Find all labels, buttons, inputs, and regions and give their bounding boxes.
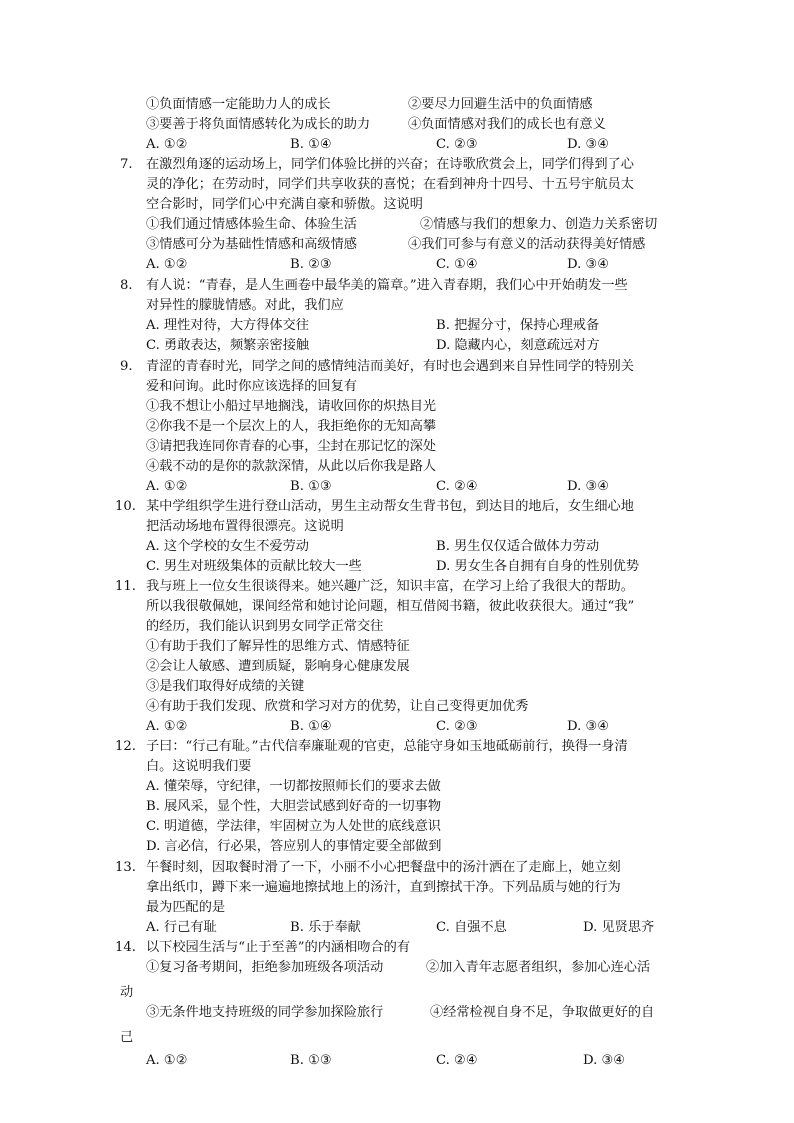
option-d: D. ③④ — [567, 479, 610, 494]
question-text: 子曰：“行己有耻。”古代信奉廉耻观的官吏，总能守身如玉地砥砺前行，换得一身清 — [146, 739, 628, 754]
prev-option-a: A. ①② — [146, 137, 188, 152]
prev-statement-1: ①负面情感一定能助力人的成长 — [146, 97, 331, 112]
statement: ③情感可分为基础性情感和高级情感 — [146, 237, 357, 252]
statement: ④我们可参与有意义的活动获得美好情感 — [408, 237, 646, 252]
option-d: D. 男女生各自拥有自身的性别优势 — [436, 559, 640, 574]
question-text: 最为匹配的是 — [146, 900, 226, 915]
option-a: A. ①② — [146, 719, 188, 734]
option-c: C. ②④ — [436, 479, 478, 494]
option-c: C. 男生对班级集体的贡献比较大一些 — [146, 559, 362, 574]
option-d: D. 隐藏内心，刻意疏远对方 — [436, 338, 600, 353]
question-number: 8. — [120, 278, 133, 293]
option-b: B. 把握分寸，保持心理戒备 — [436, 318, 600, 333]
question-text: 青涩的青春时光，同学之间的感情纯洁而美好，有时也会遇到来自异性同学的特别关 — [146, 359, 634, 374]
question-text: 空合影时，同学们心中充满自豪和骄傲。这说明 — [146, 197, 423, 212]
option-b: B. ①③ — [290, 1053, 332, 1068]
statement: ②你我不是一个层次上的人，我拒绝你的无知高攀 — [146, 419, 437, 434]
option-c: C. 自强不息 — [436, 920, 507, 935]
option-c: C. ②③ — [436, 719, 478, 734]
statement: ②情感与我们的想象力、创造力关系密切 — [420, 217, 658, 232]
option-d: D. ③④ — [583, 1053, 626, 1068]
option-c: C. 勇敢表达，频繁亲密接触 — [146, 338, 310, 353]
statement: ④载不动的是你的款款深情，从此以后你我是路人 — [146, 459, 437, 474]
option-b: B. ①④ — [290, 719, 332, 734]
prev-option-b: B. ①④ — [290, 137, 332, 152]
option-b: B. ②③ — [290, 257, 332, 272]
prev-option-c: C. ②③ — [436, 137, 478, 152]
option-c: C. ②④ — [436, 1053, 478, 1068]
option-c: C. 明道德，学法律，牢固树立为人处世的底线意识 — [146, 819, 441, 834]
statement: ①我不想让小船过早地搁浅，请收回你的炽热目光 — [146, 399, 437, 414]
prev-option-d: D. ③④ — [567, 137, 610, 152]
statement: ②会让人敏感、遭到质疑，影响身心健康发展 — [146, 659, 410, 674]
statement: ④有助于我们发现、欣赏和学习对方的优势，让自己变得更加优秀 — [146, 699, 529, 714]
question-text: 所以我很敬佩她，课间经常和她讨论问题，相互借阅书籍，彼此收获很大。通过“我” — [146, 599, 635, 614]
option-a: A. 这个学校的女生不爱劳动 — [146, 539, 309, 554]
question-number: 9. — [120, 359, 133, 374]
question-text: 午餐时刻，因取餐时滑了一下，小丽不小心把餐盘中的汤汁洒在了走廊上，她立刻 — [146, 860, 621, 875]
question-text: 以下校园生活与“止于至善”的内涵相吻合的有 — [146, 940, 411, 955]
prev-statement-3: ③要善于将负面情感转化为成长的助力 — [146, 117, 371, 132]
statement: ①我们通过情感体验生命、体验生活 — [146, 217, 357, 232]
option-c: C. ①④ — [436, 257, 478, 272]
question-text: 我与班上一位女生很谈得来。她兴趣广泛，知识丰富，在学习上给了我很大的帮助。 — [146, 579, 634, 594]
option-b: B. ①③ — [290, 479, 332, 494]
prev-statement-4: ④负面情感对我们的成长也有意义 — [408, 117, 606, 132]
question-text: 某中学组织学生进行登山活动，男生主动帮女生背书包，到达目的地后，女生细心地 — [146, 499, 634, 514]
option-a: A. ①② — [146, 479, 188, 494]
question-text: 把活动场地布置得很漂亮。这说明 — [146, 519, 344, 534]
statement-wrap: 己 — [120, 1030, 134, 1045]
statement: ③请把我连同你青春的心事，尘封在那记忆的深处 — [146, 439, 437, 454]
question-text: 灵的净化；在劳动时，同学们共享收获的喜悦；在看到神舟十四号、十五号宇航员太 — [146, 177, 634, 192]
question-text: 有人说：“青春，是人生画卷中最华美的篇章。”进入青春期，我们心中开始萌发一些 — [146, 278, 628, 293]
question-number: 10. — [115, 499, 136, 514]
statement: ②加入青年志愿者组织，参加心连心活 — [426, 960, 651, 975]
question-number: 14. — [115, 940, 136, 955]
statement-wrap: 动 — [120, 985, 134, 1000]
statement: ④经常检视自身不足，争取做更好的自 — [430, 1005, 655, 1020]
question-text: 拿出纸巾，蹲下来一遍遍地擦拭地上的汤汁，直到擦拭干净。下列品质与她的行为 — [146, 880, 621, 895]
prev-statement-2: ②要尽力回避生活中的负面情感 — [408, 97, 593, 112]
question-number: 12. — [115, 739, 136, 754]
option-a: A. ①② — [146, 1053, 188, 1068]
question-text: 的经历，我们能认识到男女同学正常交往 — [146, 619, 384, 634]
question-number: 11. — [115, 579, 136, 594]
question-number: 13. — [115, 860, 136, 875]
option-d: D. ③④ — [567, 257, 610, 272]
option-b: B. 展风采，显个性，大胆尝试感到好奇的一切事物 — [146, 799, 442, 814]
option-b: B. 男生仅仅适合做体力劳动 — [436, 539, 600, 554]
option-d: D. 见贤思齐 — [583, 920, 655, 935]
question-number: 7. — [120, 157, 133, 172]
option-a: A. 懂荣辱，守纪律，一切都按照师长们的要求去做 — [146, 779, 441, 794]
option-a: A. 理性对待，大方得体交往 — [146, 318, 309, 333]
statement: ①复习备考期间，拒绝参加班级各项活动 — [146, 960, 384, 975]
option-d: D. ③④ — [567, 719, 610, 734]
option-a: A. 行己有耻 — [146, 920, 217, 935]
question-text: 白。这说明我们要 — [146, 759, 252, 774]
statement: ①有助于我们了解异性的思维方式、情感特征 — [146, 639, 410, 654]
option-a: A. ①② — [146, 257, 188, 272]
option-d: D. 言必信，行必果，答应别人的事情定要全部做到 — [146, 839, 442, 854]
question-text: 在激烈角逐的运动场上，同学们体验比拼的兴奋；在诗歌欣赏会上，同学们得到了心 — [146, 157, 634, 172]
statement: ③无条件地支持班级的同学参加探险旅行 — [146, 1005, 384, 1020]
question-text: 对异性的朦胧情感。对此，我们应 — [146, 298, 344, 313]
option-b: B. 乐于奉献 — [290, 920, 361, 935]
statement: ③是我们取得好成绩的关键 — [146, 679, 305, 694]
question-text: 爱和问询。此时你应该选择的回复有 — [146, 379, 357, 394]
